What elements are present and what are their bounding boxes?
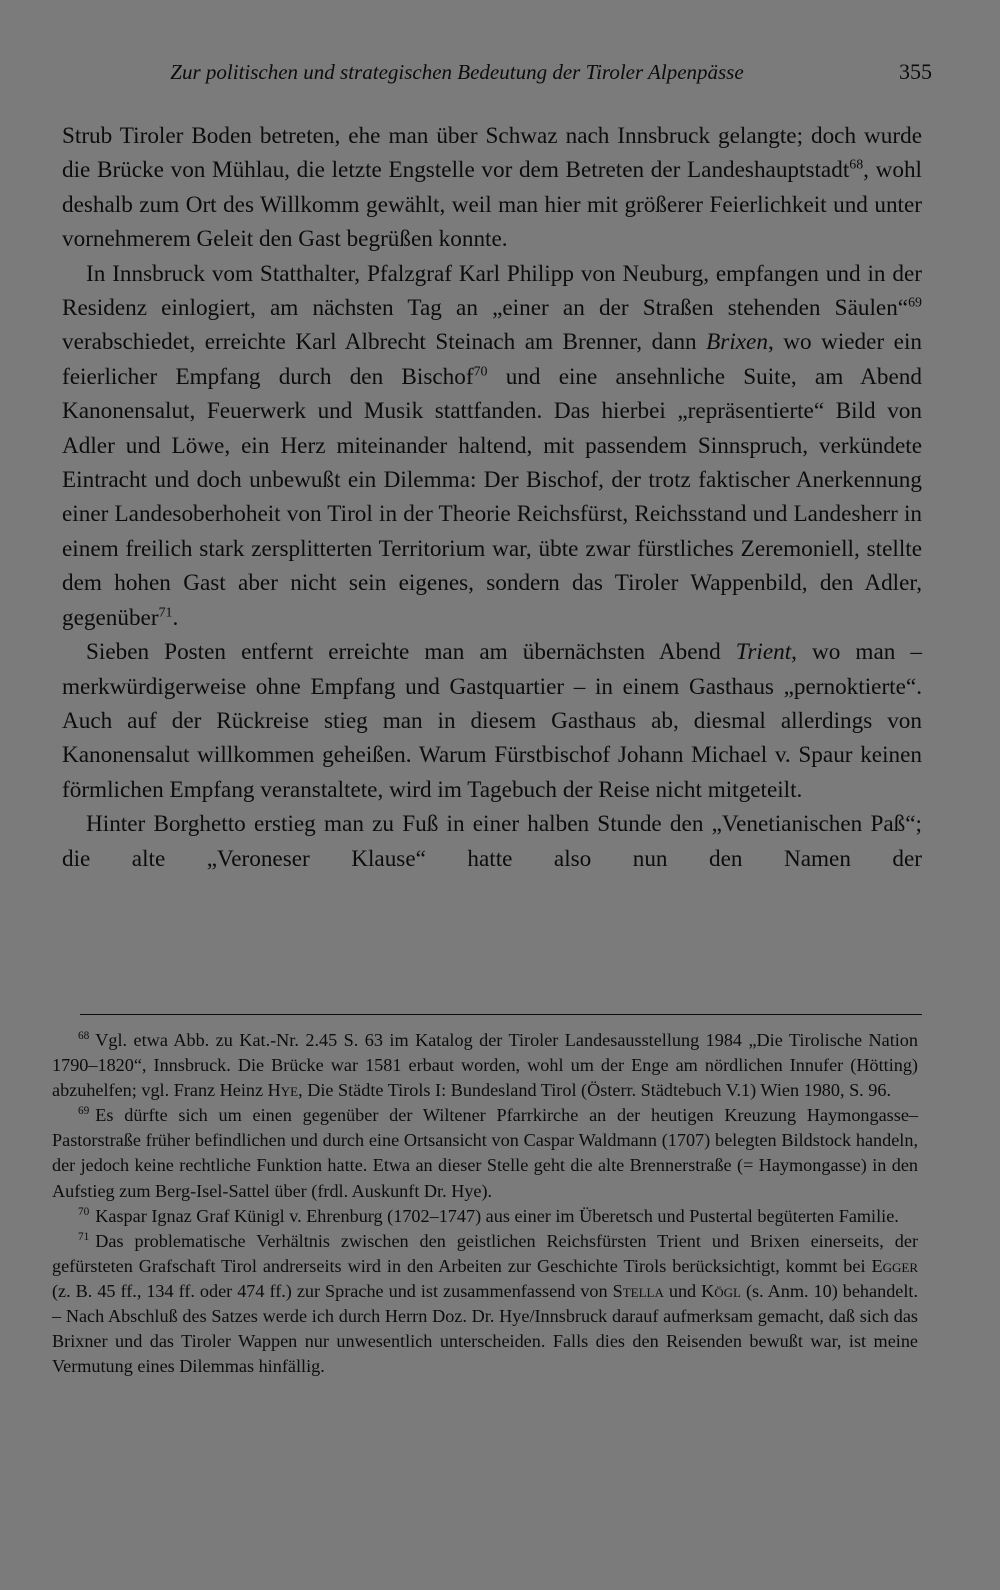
- running-header: [62, 56, 932, 88]
- author-name: Stella: [612, 1280, 664, 1301]
- text-run: , wo man – merkwürdigerweise ohne Empfang und Gastquartier – in einem Gasthaus „pernoktierte“. Auch auf der Rückreise stieg man in diesem Gasthaus ab, diesmal allerdings von Kanonensalut willkommen geheißen. Warum Fürstbischof Johann Michael v. Spaur keinen förmlichen Empfang veranstaltete, wird im Tagebuch der Reise nicht mitgeteilt.: [62, 639, 923, 803]
- footnote-number: 70: [78, 1205, 90, 1218]
- author-name: Hye: [267, 1080, 299, 1101]
- footnote-text: Vgl. etwa Abb. zu Kat.-Nr. 2.45 S. 63 im Katalog der Tiroler Landesausstellung 1984 „Die Tirolische Nation 1790–1820“, Innsbruck. Die Brücke war 1581 erbaut worden, wohl um der Enge am nördlichen Innufer (Hötting) abzuhelfen; vgl. Franz Heinz: [52, 1030, 918, 1101]
- text-run: Sieben Posten entfernt erreichte man am übernächsten Abend: [86, 639, 736, 666]
- footnote-number: 71: [78, 1230, 90, 1243]
- running-title: Zur politischen und strategischen Bedeutung der Tiroler Alpenpässe: [170, 60, 744, 84]
- footnote-70: [52, 1204, 918, 1229]
- footnote-text: (z. B. 45 ff., 134 ff. oder 474 ff.) zur Sprache und ist zusammenfassend von: [52, 1280, 613, 1301]
- footnote-text: und: [663, 1280, 702, 1301]
- footnote-68: [52, 1028, 918, 1103]
- footnote-text: (s. Anm. 10) behandelt. – Nach Abschluß des Satzes werde ich durch Herrn Doz. Dr. Hye/Innsbruck darauf aufmerksam gemacht, daß sich das Brixner und das Tiroler Wappen nur unwesentlich unterscheiden. Falls dies den Reisenden bewußt war, ist meine Vermutung eines Dilemmas hinfällig.: [52, 1280, 919, 1377]
- footnote-divider: [80, 1014, 922, 1015]
- footnote-ref-68: 68: [849, 157, 864, 173]
- text-run: verabschiedet, erreichte Karl Albrecht Steinach am Brenner, dann: [62, 329, 707, 356]
- footnote-text: , Die Städte Tirols I: Bundesland Tirol (Österr. Städtebuch V.1) Wien 1980, S. 96.: [298, 1080, 892, 1101]
- footnote-text: Das problematische Verhältnis zwischen den geistlichen Reichsfürsten Trient und Brixen einerseits, der gefürsteten Grafschaft Tirol andrerseits wird in den Arbeiten zur Geschichte Tirols berücksichtigt, kommt bei: [52, 1230, 918, 1276]
- author-name: Kögl: [701, 1280, 741, 1301]
- page-number: 355: [899, 59, 932, 84]
- footnote-number: 68: [78, 1029, 90, 1042]
- text-run: Strub Tiroler Boden betreten, ehe man über Schwaz nach Innsbruck gelangte; doch wurde die Brücke von Mühlau, die letzte Engstelle vor dem Betreten der Landeshauptstadt: [62, 123, 922, 184]
- paragraph-1: [62, 119, 922, 257]
- text-run: Hinter Borghetto erstieg man zu Fuß in einer halben Stunde den „Venetianischen Paß“; die alte „Veroneser Klause“ hatte also nun den Namen der: [62, 811, 922, 872]
- footnote-ref-70: 70: [473, 364, 488, 380]
- main-text: [62, 119, 922, 876]
- footnotes: [52, 1028, 918, 1379]
- footnote-69: [52, 1103, 918, 1203]
- text-run: , wohl deshalb zum Ort des Willkomm gewählt, weil man hier mit größerer Feierlichkeit und unter vornehmerem Geleit den Gast begrüßen konnte.: [62, 157, 922, 253]
- text-run: , wo wieder ein feierlicher Empfang durch den Bischof: [62, 329, 922, 390]
- paragraph-2: [62, 257, 922, 635]
- author-name: Egger: [871, 1255, 918, 1276]
- footnote-text: Kaspar Ignaz Graf Künigl v. Ehrenburg (1702–1747) aus einer im Überetsch und Pustertal begüterten Familie.: [95, 1205, 899, 1226]
- footnote-number: 69: [78, 1105, 90, 1118]
- paragraph-3: [62, 635, 922, 807]
- text-run: In Innsbruck vom Statthalter, Pfalzgraf Karl Philipp von Neuburg, empfangen und in der Residenz einlogiert, am nächsten Tag an „einer an der Straßen stehenden Säulen“: [62, 260, 922, 322]
- place-name: Brixen: [706, 329, 768, 356]
- text-run: .: [172, 604, 179, 631]
- footnote-ref-71: 71: [158, 604, 173, 620]
- footnote-ref-69: 69: [908, 295, 922, 311]
- place-name: Trient: [735, 639, 792, 666]
- text-run: und eine ansehnliche Suite, am Abend Kanonensalut, Feuerwerk und Musik stattfanden. Das hierbei „repräsentierte“ Bild von Adler und Löwe, ein Herz miteinander haltend, mit passendem Sinnspruch, verkündete Eintracht und doch unbewußt ein Dilemma: Der Bischof, der trotz faktischer Anerkennung einer Landesoberhoheit von Tirol in der Theorie Reichsfürst, Reichsstand und Landesherr in einem freilich stark zersplitterten Territorium war, übte zwar fürstliches Zeremoniell, stellte dem hohen Gast aber nicht sein eigenes, sondern das Tiroler Wappenbild, den Adler, gegenüber: [62, 363, 922, 631]
- footnote-71: [52, 1229, 918, 1380]
- footnote-text: Es dürfte sich um einen gegenüber der Wiltener Pfarrkirche an der heutigen Kreuzung Haymongasse–Pastorstraße früher befindlichen und durch eine Ortsansicht von Caspar Waldmann (1707) belegten Bildstock handeln, der jedoch keine rechtliche Funktion hatte. Etwa an dieser Stelle geht die alte Brennerstraße (= Haymongasse) in den Aufstieg zum Berg-Isel-Sattel über (frdl. Auskunft Dr. Hye).: [52, 1105, 918, 1201]
- paragraph-4: [62, 807, 922, 876]
